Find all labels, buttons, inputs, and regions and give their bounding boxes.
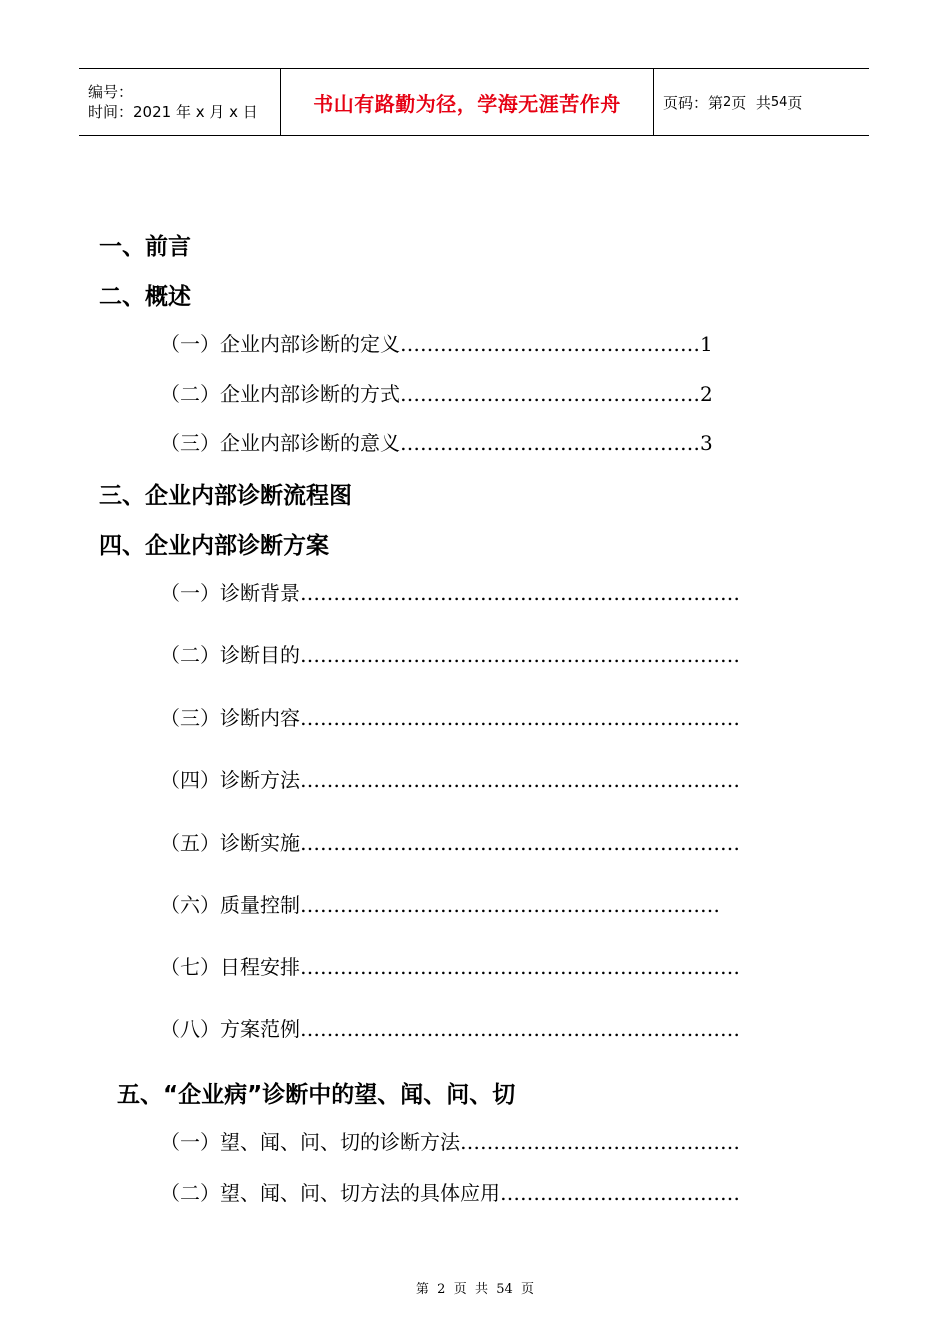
toc-item-4-6[interactable] [160, 889, 720, 918]
toc-page-number: 2 [700, 382, 713, 406]
header-slogan-cell [280, 69, 654, 135]
dot-leader: ………………………………………………………… [300, 581, 740, 605]
dot-leader: ……………………………………………………… [300, 893, 720, 917]
toc-item-2-3[interactable] [160, 427, 713, 456]
page-total: 54 [770, 94, 788, 110]
page-footer: 第 2 页 共 54 页 [415, 1282, 535, 1297]
toc-item-5-2[interactable] [160, 1177, 740, 1206]
code-label: 编号： [88, 83, 134, 101]
toc-item-2-1[interactable] [160, 328, 713, 357]
dot-leader: ………………………………………………………… [300, 1017, 740, 1041]
toc-item-label: （七）日程安排 [160, 955, 300, 979]
toc-item-4-5[interactable] [160, 827, 740, 856]
toc-section-3[interactable]: 三、企业内部诊断流程图 [99, 483, 352, 509]
toc-item-4-3[interactable] [160, 702, 740, 731]
toc-section-5[interactable]: 五、“企业病”诊断中的望、闻、问、切 [117, 1082, 516, 1108]
toc-page-number: 1 [700, 332, 713, 356]
date-text: 时间：2021 年 x 月 x 日 [88, 103, 258, 121]
toc-item-4-8[interactable] [160, 1013, 740, 1042]
dot-leader: …………………………………… [460, 1130, 740, 1154]
toc-item-4-1[interactable] [160, 577, 740, 606]
page-prefix: 页码：第 [663, 93, 724, 112]
dot-leader: ………………………………………………………… [300, 831, 740, 855]
dot-leader: ………………………………………………………… [300, 643, 740, 667]
toc-item-label: （五）诊断实施 [160, 831, 300, 855]
toc-item-label: （一）望、闻、问、切的诊断方法 [160, 1130, 460, 1154]
toc-item-label: （二）望、闻、问、切方法的具体应用 [160, 1181, 500, 1205]
dot-leader: ……………………………………… [400, 431, 700, 455]
dot-leader: ………………………………………………………… [300, 768, 740, 792]
toc-item-4-4[interactable] [160, 764, 740, 793]
page-header [79, 68, 869, 136]
toc-item-2-2[interactable] [160, 378, 713, 407]
toc-item-label: （六）质量控制 [160, 893, 300, 917]
toc-item-label: （二）诊断目的 [160, 643, 300, 667]
dot-leader: ………………………………………………………… [300, 955, 740, 979]
dot-leader: ……………………………… [500, 1181, 740, 1205]
header-page-info [654, 69, 869, 135]
toc-item-4-7[interactable] [160, 951, 740, 980]
page-suffix: 页 [787, 93, 803, 112]
header-info [79, 69, 280, 135]
toc-item-4-2[interactable] [160, 639, 740, 668]
dot-leader: ……………………………………… [400, 332, 700, 356]
toc-section-4[interactable]: 四、企业内部诊断方案 [99, 533, 329, 559]
toc-item-label: （八）方案范例 [160, 1017, 300, 1041]
toc-section-2[interactable]: 二、概述 [99, 284, 191, 310]
toc-page-number: 3 [700, 431, 713, 455]
toc-item-label: （一）企业内部诊断的定义 [160, 332, 400, 356]
toc-section-1[interactable]: 一、前言 [99, 234, 191, 260]
toc-item-label: （三）企业内部诊断的意义 [160, 431, 400, 455]
page-number: 2 [723, 94, 732, 110]
dot-leader: ……………………………………… [400, 382, 700, 406]
toc-item-5-1[interactable] [160, 1126, 740, 1155]
toc-item-label: （二）企业内部诊断的方式 [160, 382, 400, 406]
slogan: 书山有路勤为径，学海无涯苦作舟 [313, 91, 621, 116]
toc-item-label: （四）诊断方法 [160, 768, 300, 792]
toc-item-label: （三）诊断内容 [160, 706, 300, 730]
page-mid: 页 共 [731, 93, 771, 112]
dot-leader: ………………………………………………………… [300, 706, 740, 730]
toc-item-label: （一）诊断背景 [160, 581, 300, 605]
